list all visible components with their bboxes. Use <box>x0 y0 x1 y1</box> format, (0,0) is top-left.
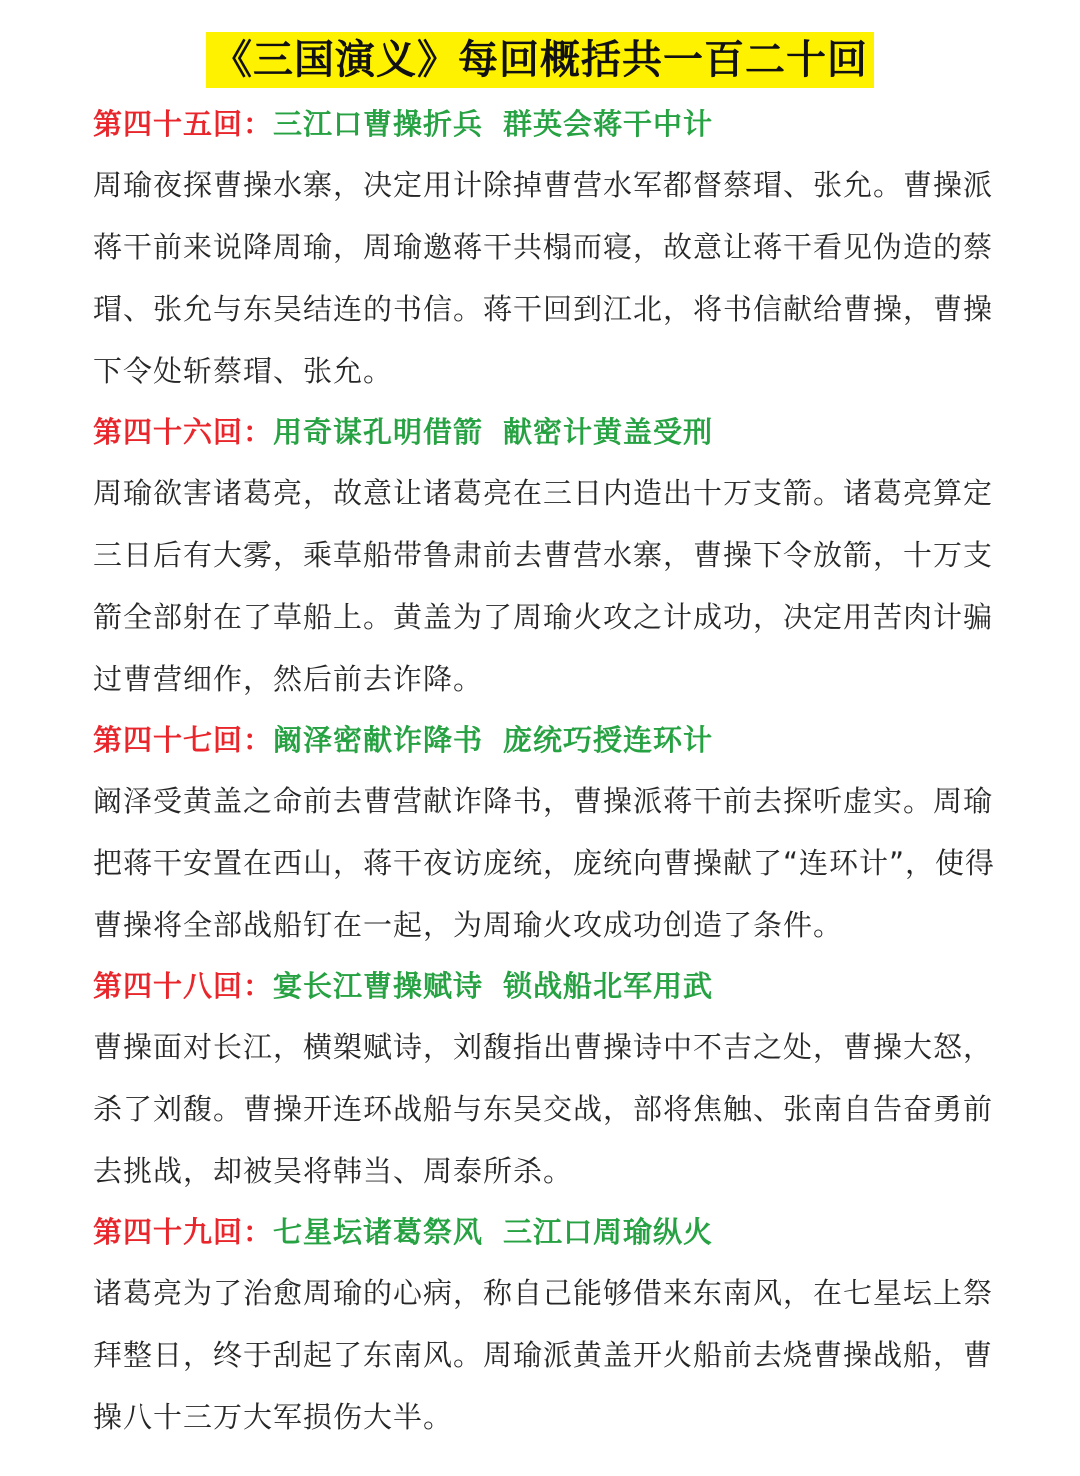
page-title: 《三国演义》每回概括共一百二十回 <box>206 32 874 88</box>
summary-line: 蒋干前来说降周瑜，周瑜邀蒋干共榻而寝，故意让蒋干看见伪造的蔡 <box>93 230 994 264</box>
chapter-title-part2: 庞统巧授连环计 <box>503 723 714 757</box>
summary-line: 周瑜欲害诸葛亮，故意让诸葛亮在三日内造出十万支箭。诸葛亮算定 <box>93 476 994 510</box>
summary-line: 下令处斩蔡瑁、张允。 <box>93 354 394 388</box>
summary-line: 杀了刘馥。曹操开连环战船与东吴交战，部将焦触、张南自告奋勇前 <box>93 1092 994 1126</box>
chapter-number: 第四十七回： <box>93 723 274 757</box>
chapter-title-part1: 用奇谋孔明借箭 <box>273 415 484 449</box>
chapter-list <box>93 94 996 1448</box>
summary-line: 操八十三万大军损伤大半。 <box>93 1400 454 1434</box>
summary-line: 箭全部射在了草船上。黄盖为了周瑜火攻之计成功，决定用苦肉计骗 <box>93 600 994 634</box>
chapter-number: 第四十五回： <box>93 107 274 141</box>
summary-line: 把蒋干安置在西山，蒋干夜访庞统，庞统向曹操献了“连环计”，使得 <box>93 846 996 880</box>
chapter-49 <box>93 1202 993 1448</box>
summary-line: 周瑜夜探曹操水寨，决定用计除掉曹营水军都督蔡瑁、张允。曹操派 <box>93 168 994 202</box>
chapter-title-part2: 锁战船北军用武 <box>503 969 714 1003</box>
chapter-summary <box>93 1262 993 1448</box>
summary-line: 瑁、张允与东吴结连的书信。蒋干回到江北，将书信献给曹操，曹操 <box>93 292 994 326</box>
title-bar <box>0 32 1080 88</box>
chapter-summary <box>93 462 993 710</box>
chapter-48 <box>93 956 993 1202</box>
chapter-title-part2: 三江口周瑜纵火 <box>503 1215 714 1249</box>
chapter-number: 第四十九回： <box>93 1215 274 1249</box>
chapter-title-part1: 三江口曹操折兵 <box>273 107 484 141</box>
chapter-title-part1: 阚泽密献诈降书 <box>273 723 484 757</box>
chapter-heading <box>93 956 993 1016</box>
chapter-summary <box>93 770 996 956</box>
chapter-47 <box>93 710 996 956</box>
chapter-heading <box>93 710 993 770</box>
chapter-heading <box>93 402 993 462</box>
chapter-title-part1: 七星坛诸葛祭风 <box>273 1215 484 1249</box>
chapter-45 <box>93 94 993 402</box>
chapter-title-part1: 宴长江曹操赋诗 <box>273 969 484 1003</box>
summary-line: 三日后有大雾，乘草船带鲁肃前去曹营水寨，曹操下令放箭，十万支 <box>93 538 994 572</box>
chapter-heading <box>93 1202 993 1262</box>
summary-line: 曹操面对长江，横槊赋诗，刘馥指出曹操诗中不吉之处，曹操大怒， <box>93 1030 994 1064</box>
chapter-title-part2: 献密计黄盖受刑 <box>503 415 714 449</box>
chapter-summary <box>93 1016 993 1202</box>
summary-line: 曹操将全部战船钉在一起，为周瑜火攻成功创造了条件。 <box>93 908 844 942</box>
summary-line: 阚泽受黄盖之命前去曹营献诈降书，曹操派蒋干前去探听虚实。周瑜 <box>93 784 994 818</box>
chapter-46 <box>93 402 993 710</box>
chapter-title-part2: 群英会蒋干中计 <box>503 107 714 141</box>
chapter-heading <box>93 94 993 154</box>
summary-line: 过曹营细作，然后前去诈降。 <box>93 662 484 696</box>
summary-line: 拜整日，终于刮起了东南风。周瑜派黄盖开火船前去烧曹操战船，曹 <box>93 1338 994 1372</box>
summary-line: 去挑战，却被吴将韩当、周泰所杀。 <box>93 1154 574 1188</box>
chapter-number: 第四十八回： <box>93 969 274 1003</box>
chapter-summary <box>93 154 993 402</box>
summary-line: 诸葛亮为了治愈周瑜的心病，称自己能够借来东南风，在七星坛上祭 <box>93 1276 994 1310</box>
chapter-number: 第四十六回： <box>93 415 274 449</box>
